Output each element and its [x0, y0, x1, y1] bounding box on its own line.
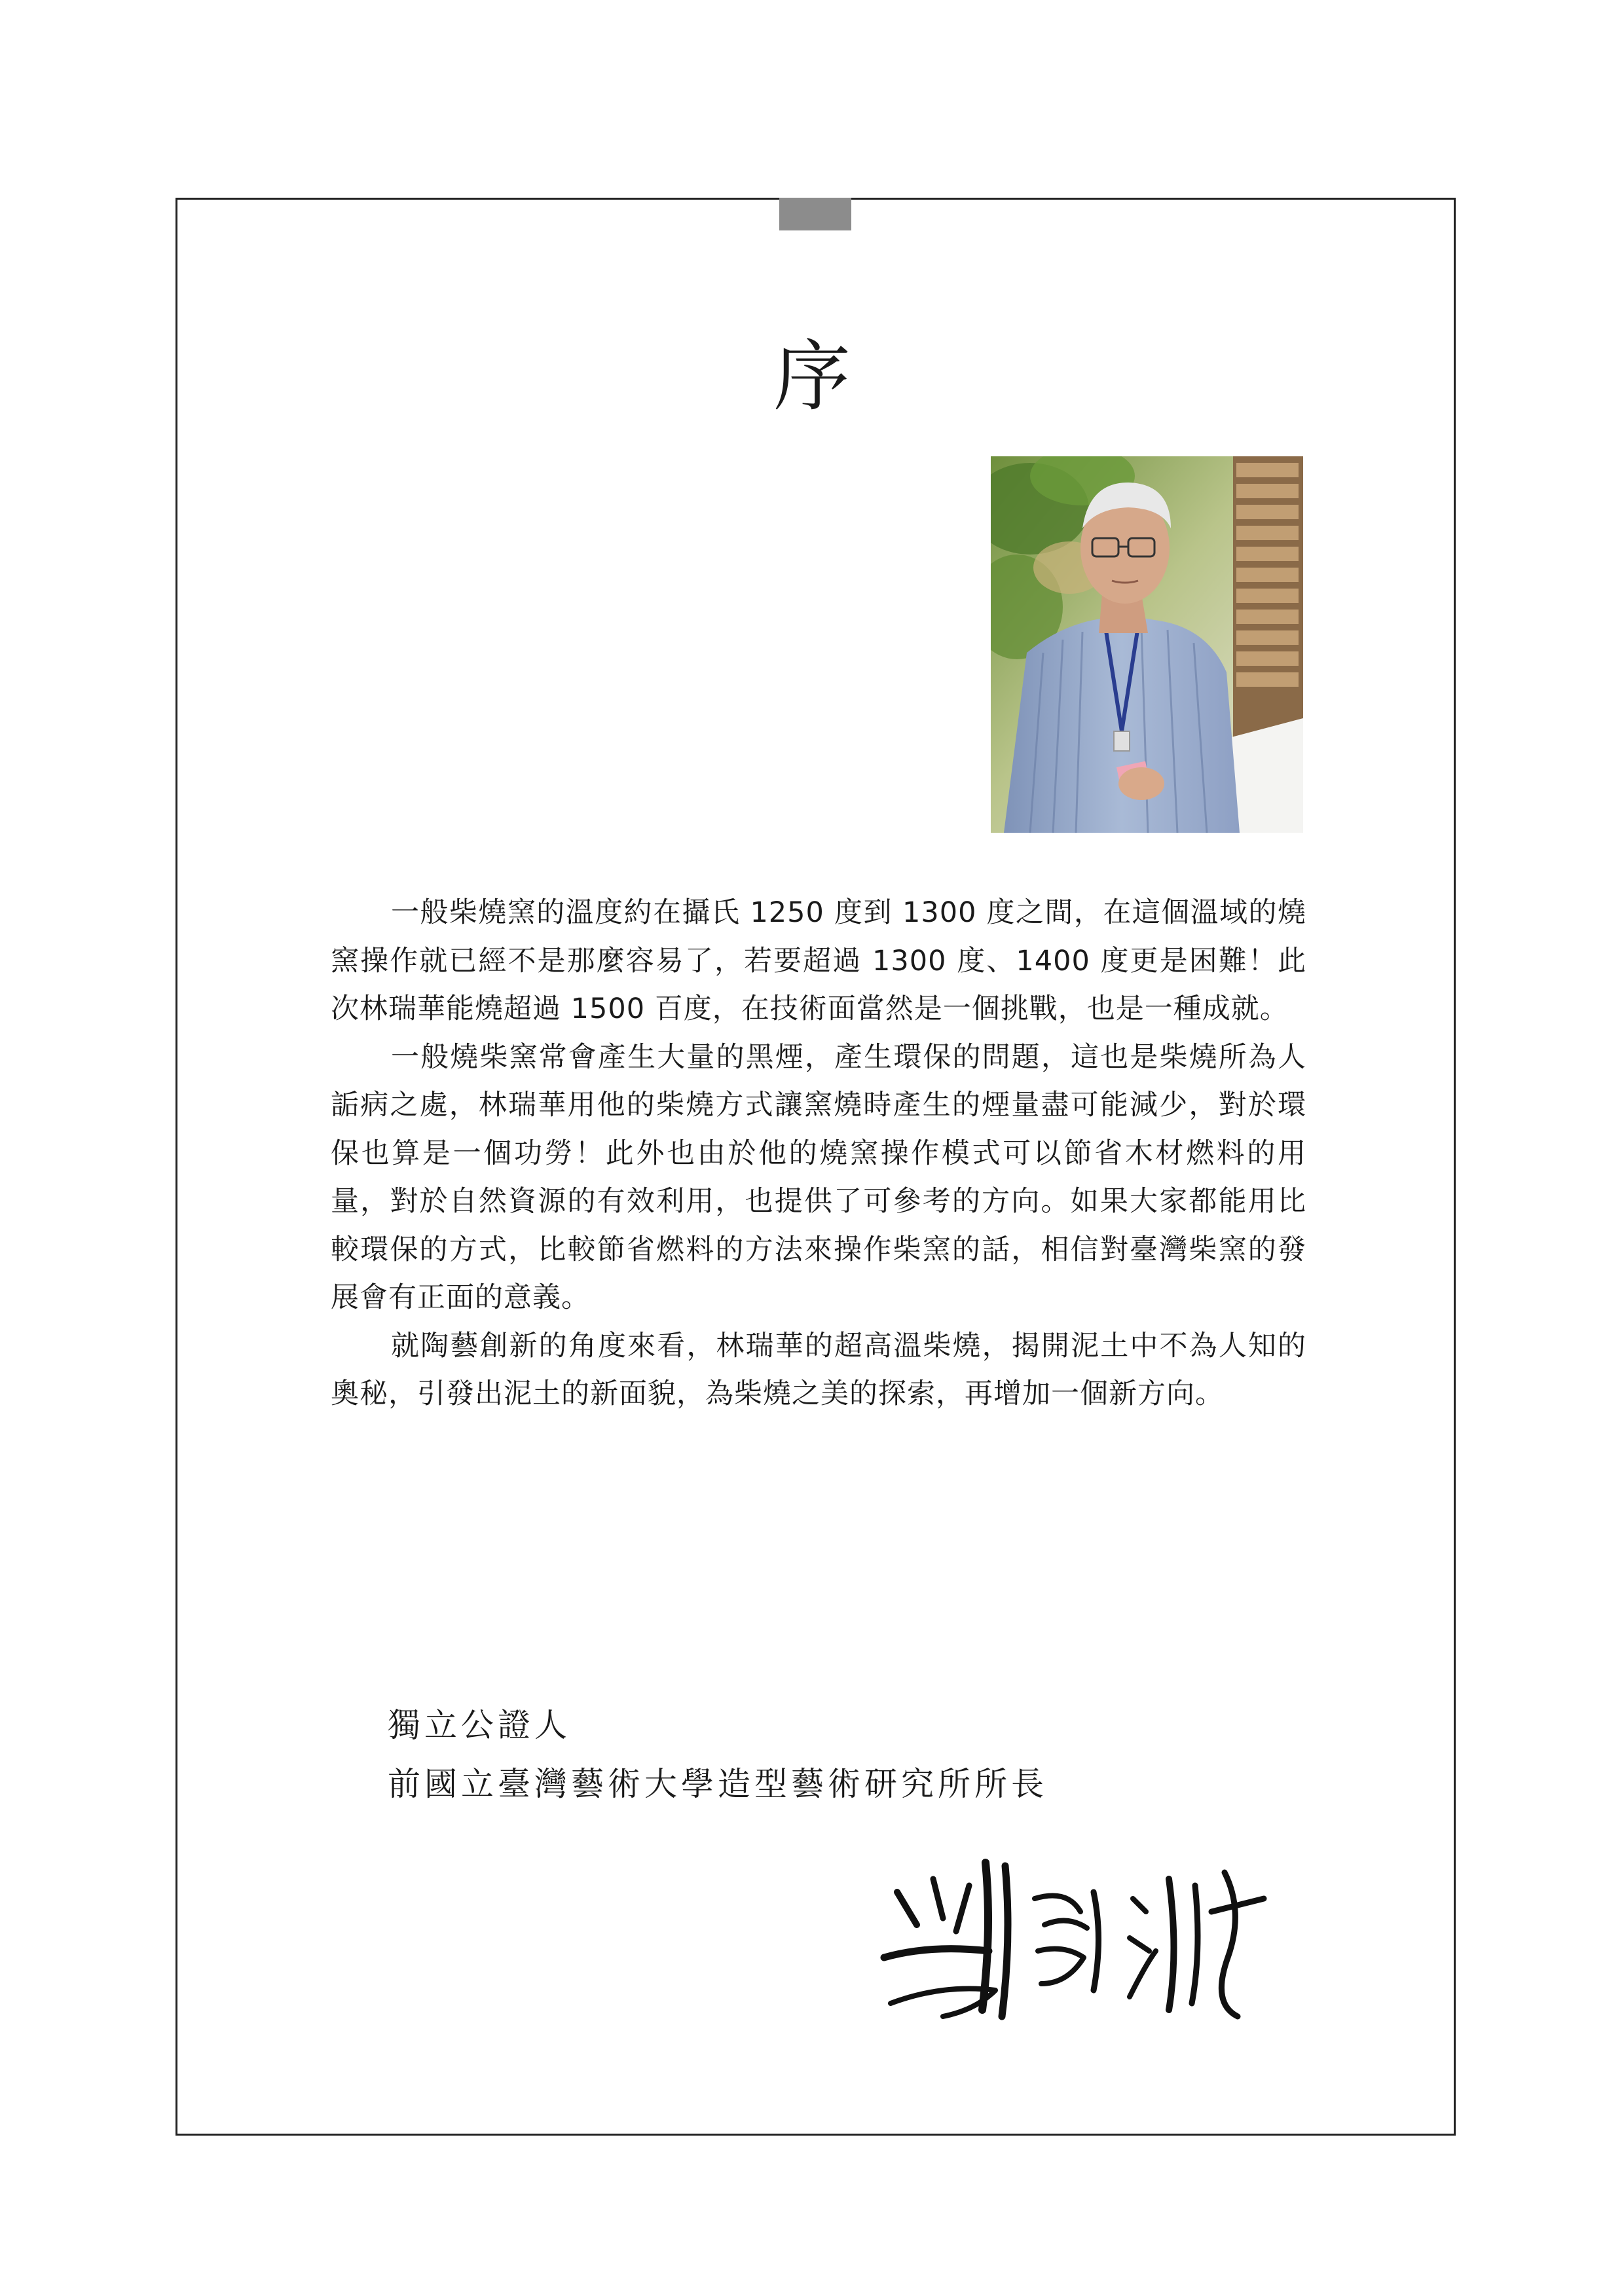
- paragraph: 一般燒柴窯常會產生大量的黑煙，產生環保的問題，這也是柴燒所為人詬病之處，林瑞華用他的柴燒方式讓窯燒時產生的煙量盡可能減少，對於環保也算是一個功勞！此外也由於他的燒窯操作模式可以節省木材燃料的用量，對於自然資源的有效利用，也提供了可參考的方向。如果大家都能用比較環保的方式，比較節省燃料的方法來操作柴窯的話，相信對臺灣柴窯的發展會有正面的意義。: [331, 1040, 1306, 1314]
- paragraph: 就陶藝創新的角度來看，林瑞華的超高溫柴燒，揭開泥土中不為人知的奧秘，引發出泥土的新面貌，為柴燒之美的探索，再增加一個新方向。: [331, 1329, 1306, 1410]
- page-title: 序: [773, 331, 851, 422]
- paragraph: 一般柴燒窯的溫度約在攝氏 1250 度到 1300 度之間，在這個溫域的燒窯操作就已經不是那麼容易了，若要超過 1300 度、1400 度更是困難！此次林瑞華能燒超過 1500 百度，在技術面當然是一個挑戰，也是一種成就。: [331, 896, 1306, 1025]
- author-portrait-photo: [991, 456, 1303, 833]
- author-attribution: [388, 1696, 1048, 1813]
- section-tab-marker: [779, 198, 851, 230]
- preface-body: [331, 889, 1306, 1419]
- handwritten-signature: [871, 1853, 1277, 2030]
- author-position: 前國立臺灣藝術大學造型藝術研究所所長: [388, 1765, 1048, 1803]
- author-role: 獨立公證人: [388, 1706, 571, 1744]
